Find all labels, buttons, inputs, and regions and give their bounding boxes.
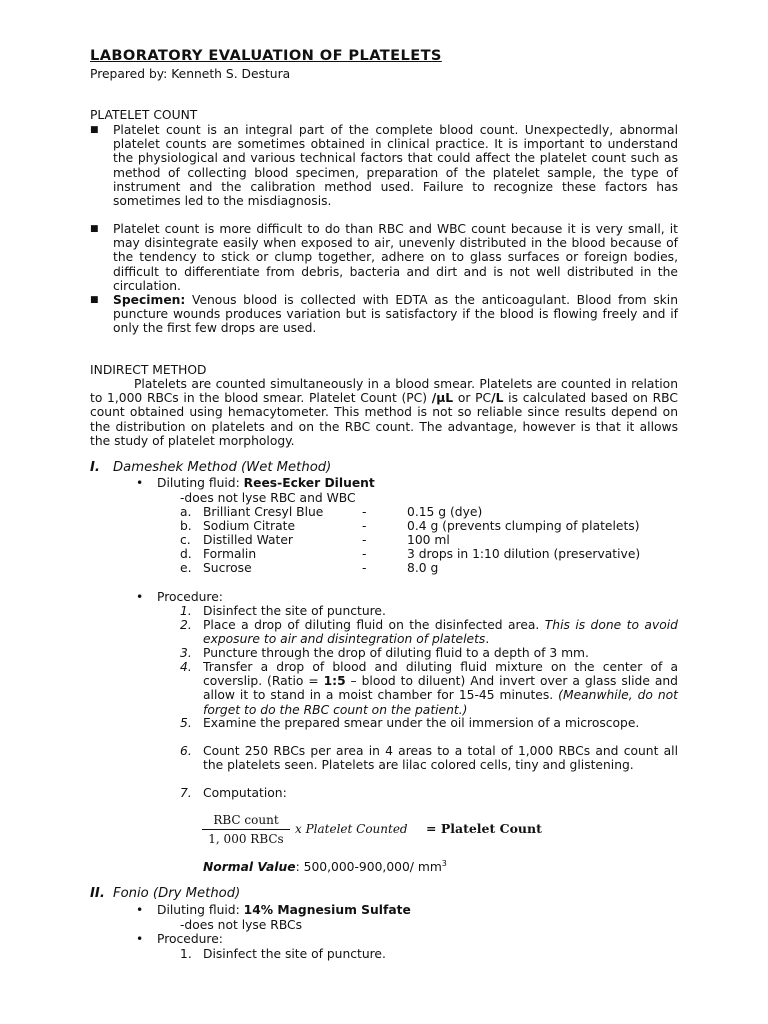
bullet-item [90,293,678,336]
formula-multiplier: x Platelet Counted [295,822,408,836]
ingredient-row: e. Sucrose - 8.0 g [180,561,439,575]
list-item: • Procedure: [136,932,223,946]
normal-value: Normal Value: 500,000-900,000/ $mm^3$ [203,858,447,874]
specimen-label: Specimen: [113,293,186,307]
bullet-item [90,222,678,293]
diluent-name: 14% Magnesium Sulfate [243,903,411,917]
formula-result: = Platelet Count [426,821,542,836]
procedure-step: 5. Examine the prepared smear under the oil immersion of a microscope. [180,716,640,730]
section-heading-indirect: INDIRECT METHOD [90,363,207,377]
formula-numerator: RBC count [213,813,279,827]
bullet-item [90,123,678,208]
list-item: • Diluting fluid: Rees-Ecker Diluent [136,476,375,490]
formula-fraction [202,813,290,847]
bullet-text: Platelet count is an integral part of the complete blood count. Unexpectedly, abnormal platelet counts are sometimes obtained in clinical practice. It is important to understand the physiological and various technical factors that could affect the platelet count such as method of collecting blood specimen, preparation of the platelet sample, the type of instrument and the calibration method used. Failure to recognize these factors has sometimes led to the misdiagnosis. [113,123,678,209]
procedure-step: 3. Puncture through the drop of diluting fluid to a depth of 3 mm. [180,646,589,660]
bullet-square-icon: ■ [90,125,99,135]
bullet-square-icon: ■ [90,295,99,305]
bullet-square-icon: ■ [90,224,99,234]
procedure-step: 4. Transfer a drop of blood and diluting fluid mixture on the center of a coverslip. (Ratio = 1:5 – blood to diluent) And invert over a glass slide and allow it to stand in a moist chamber for 15-45 minutes. (Meanwhile, do not forget to do the RBC count on the patient.) [180,660,678,717]
bullet-text: Platelet count is more difficult to do than RBC and WBC count because it is very small, it may disintegrate easily when exposed to air, unevenly distributed in the blood because of the tendency to stick or clump together, adhere on to glass surfaces or foreign bodies, difficult to differentiate from debris, bacteria and dirt and is not well distributed in the circulation. [113,222,678,293]
section-heading-platelet-count: PLATELET COUNT [90,108,198,122]
diluent-name: Rees-Ecker Diluent [243,476,375,490]
ingredient-row: c. Distilled Water - 100 ml [180,533,450,547]
diluent-note: -does not lyse RBCs [180,918,303,932]
author-line: Prepared by: Kenneth S. Destura [90,67,291,81]
ingredient-row: a. Brilliant Cresyl Blue - 0.15 g (dye) [180,505,483,519]
specimen-text: Venous blood is collected with EDTA as the anticoagulant. Blood from skin puncture wounds produces variation but is satisfactory if the blood is flowing freely and if only the first few drops are used. [113,293,678,336]
bullet-dot-icon: • [136,476,144,490]
procedure-step: 7. Computation: [180,786,287,800]
bullet-dot-icon: • [136,590,144,604]
indirect-paragraph: Platelets are counted simultaneously in a blood smear. Platelets are counted in relation to 1,000 RBCs in the blood smear. Platelet Count (PC) /µL or PC/L is calculated based on RBC count obtained using hemacytometer. This method is not so reliable since results depend on the distribution on platelets and on the RBC count. The advantage, however is that it allows the study of platelet morphology. [90,377,678,448]
ingredient-row: b. Sodium Citrate - 0.4 g (prevents clumping of platelets) [180,519,640,533]
bullet-dot-icon: • [136,903,144,917]
computation-formula [202,813,542,847]
procedure-step: 1. Disinfect the site of puncture. [180,947,386,961]
bullet-text [113,293,678,336]
ingredient-row: d. Formalin - 3 drops in 1:10 dilution (preservative) [180,547,641,561]
formula-denominator: 1, 000 RBCs [208,832,284,846]
fraction-bar [202,829,290,830]
procedure-step: 2. Place a drop of diluting fluid on the disinfected area. This is done to avoid exposure to air and disintegration of platelets. [180,618,678,647]
procedure-step: 1. Disinfect the site of puncture. [180,604,386,618]
procedure-step: 6. Count 250 RBCs per area in 4 areas to a total of 1,000 RBCs and count all the platelets seen. Platelets are lilac colored cells, tiny and glistening. [180,744,678,773]
list-item: • Procedure: [136,590,223,604]
document-title: LABORATORY EVALUATION OF PLATELETS [90,47,442,64]
diluent-note: -does not lyse RBC and WBC [180,491,356,505]
method-heading-fonio: II. Fonio (Dry Method) [90,886,241,901]
bullet-dot-icon: • [136,932,144,946]
method-heading-dameshek: I. Dameshek Method (Wet Method) [90,460,332,475]
list-item: • Diluting fluid: 14% Magnesium Sulfate [136,903,411,917]
